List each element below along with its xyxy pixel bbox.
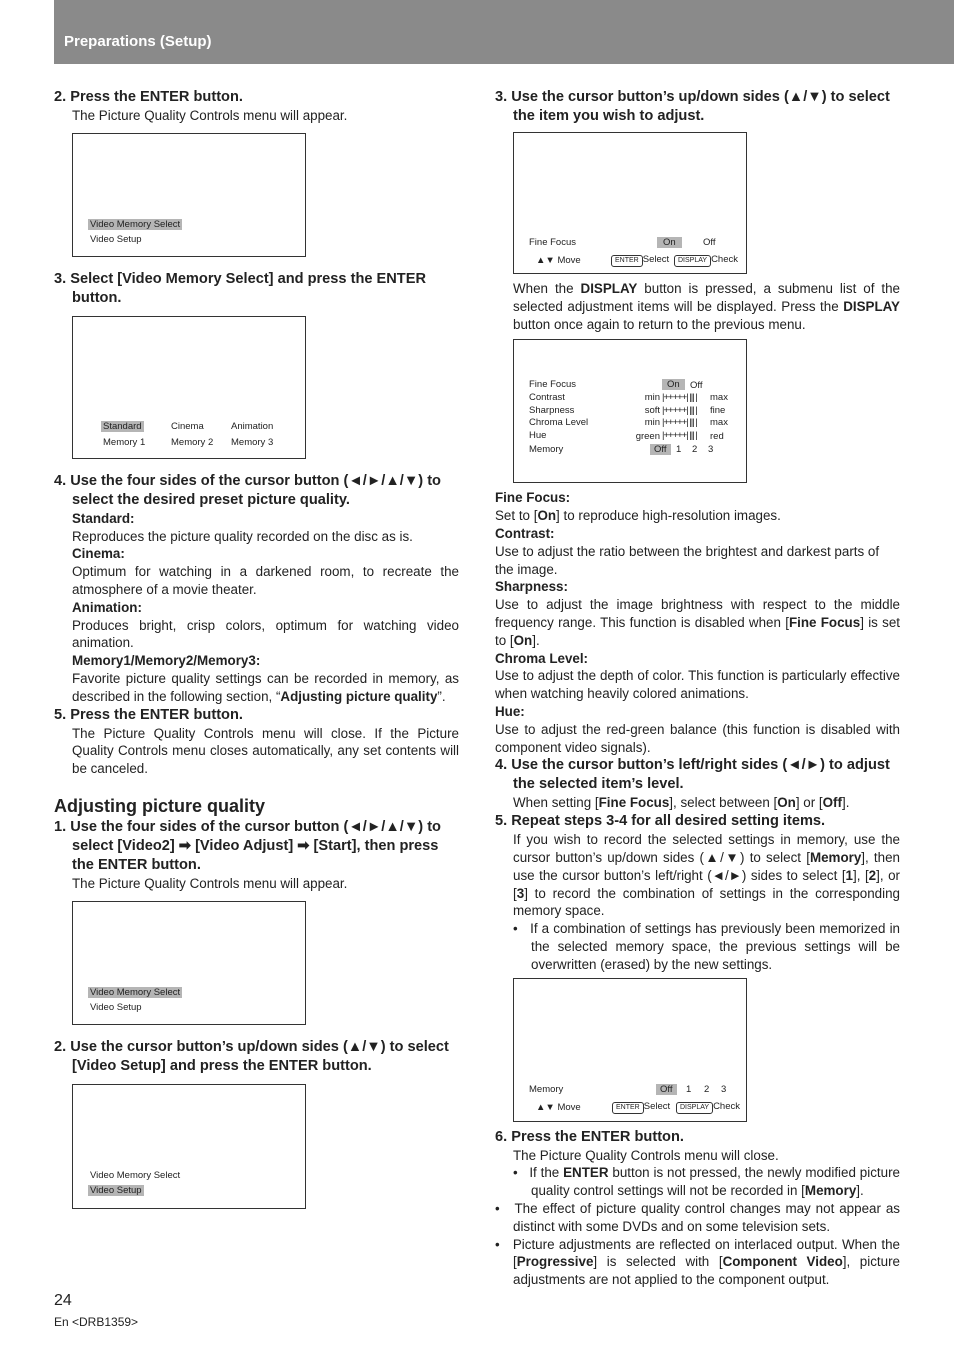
- term-label: Cinema:: [72, 546, 125, 562]
- osd-item: Fine Focus: [529, 379, 576, 391]
- step-title: 6. Press the ENTER button.: [495, 1128, 684, 1145]
- osd-item: Memory: [529, 1083, 564, 1095]
- osd-screen: Memory Off 1 2 3 ▲▼ Move ENTER Select DISPLAY Check: [513, 978, 747, 1122]
- level-slider: |+++++| ||| |: [662, 405, 697, 417]
- term-label: Chroma Level:: [495, 650, 589, 666]
- header-title: Preparations (Setup): [64, 33, 212, 50]
- osd-item: Animation: [231, 420, 274, 432]
- enter-key-icon: ENTER: [612, 1102, 644, 1114]
- osd-screen: [72, 133, 306, 257]
- step-title: 5. Repeat steps 3-4 for all desired setting items.: [495, 813, 826, 830]
- arrows-up-down-icon: ▲▼: [536, 255, 555, 266]
- osd-screen: [72, 1084, 306, 1209]
- osd-item: Memory 1: [103, 436, 146, 448]
- header-bar: [54, 0, 954, 64]
- osd-item: Sharpness: [529, 405, 575, 417]
- bullet-item: • Picture adjustments are reflected on interlaced output. When the [Progressive] is selected with [Component Video], picture adjustments are not applied to the component output.: [495, 1236, 900, 1288]
- osd-item: Chroma Level: [529, 417, 589, 429]
- term-desc: Optimum for watching in a darkened room, to recreate the atmosphere of a movie theater.: [72, 564, 459, 597]
- arrows-up-down-icon: ▲▼: [536, 1101, 555, 1113]
- term-desc: Set to [On] to reproduce high-resolution images.: [495, 508, 781, 524]
- osd-item-selected: Video Memory Select: [90, 986, 181, 998]
- term-desc: Use to adjust the depth of color. This function is particularly effective when watching heavily colored animations.: [495, 668, 900, 702]
- osd-item-selected: Video Memory Select: [90, 218, 181, 230]
- osd-item: Cinema: [171, 420, 204, 432]
- osd-item: Memory 2: [171, 436, 214, 448]
- step-title: 3. Use the cursor button’s up/down sides (▲/▼) to select the item you wish to adjust.: [495, 89, 890, 124]
- step-title: 2. Press the ENTER button.: [54, 89, 243, 105]
- step-desc: If you wish to record the selected settings in memory, use the cursor button’s up/down sides (▲/▼) to select [Memory], then use the cursor button’s left/right (◄/►) sides to select [1], [2], or [3] to record the combination of settings in the corresponding memory space.: [513, 832, 900, 919]
- term-desc: Reproduces the picture quality recorded on the disc as is.: [72, 528, 413, 544]
- osd-item: Fine Focus: [529, 237, 576, 248]
- right-column: [495, 88, 900, 1289]
- step-title: 2. Use the cursor button’s up/down sides (▲/▼) to select [Video Setup] and press the ENTER button.: [54, 1038, 449, 1074]
- level-slider: |+++++| ||| |: [662, 417, 697, 429]
- osd-item: Memory: [529, 444, 564, 456]
- osd-item-selected: Video Setup: [90, 1184, 142, 1196]
- section-heading: Adjusting picture quality: [54, 795, 266, 816]
- term-label: Sharpness:: [495, 579, 568, 595]
- term-desc: Produces bright, crisp colors, optimum for watching video animation.: [72, 617, 459, 651]
- osd-screen: [72, 316, 306, 459]
- osd-option-selected: Off: [656, 1084, 677, 1095]
- osd-item: Video Setup: [90, 1001, 142, 1013]
- step-title: 3. Select [Video Memory Select] and press the ENTER button.: [54, 270, 426, 306]
- osd-item-selected: Standard: [103, 420, 142, 432]
- step-desc: The Picture Quality Controls menu will appear.: [72, 108, 348, 123]
- term-label: Standard:: [72, 510, 135, 526]
- bullet-item: • The effect of picture quality control changes may not appear as distinct with some DVDs and on some television sets.: [495, 1200, 900, 1234]
- step-title: 4. Use the four sides of the cursor button (◄/►/▲/▼) to select the desired preset picture quality.: [54, 472, 441, 508]
- step-desc: When setting [Fine Focus], select between [On] or [Off].: [513, 795, 850, 811]
- display-key-icon: DISPLAY: [674, 255, 711, 267]
- term-label: Memory1/Memory2/Memory3:: [72, 653, 261, 669]
- osd-item: Hue: [529, 430, 547, 442]
- osd-item: Video Setup: [90, 233, 142, 245]
- step-desc: The Picture Quality Controls menu will close. If the Picture Quality Controls menu closes automatically, any set contents will be canceled.: [72, 725, 459, 777]
- page-number: 24: [54, 1292, 72, 1309]
- osd-item: Video Memory Select: [90, 1169, 181, 1181]
- term-desc: Use to adjust the image brightness with respect to the middle frequency range. This function is disabled when [Fine Focus] is set to [On].: [495, 597, 901, 648]
- bullet-item: • If the ENTER button is not pressed, the newly modified picture quality control settings will not be recorded in [Memory].: [513, 1165, 900, 1199]
- display-key-icon: DISPLAY: [676, 1102, 713, 1114]
- bullet-item: • If a combination of settings has previously been memorized in the selected memory space, the previous settings will be overwritten (erased) by the new settings.: [513, 921, 900, 972]
- step-desc: The Picture Quality Controls menu will close.: [513, 1147, 779, 1163]
- osd-item: Contrast: [529, 392, 565, 404]
- osd-screen: Fine Focus On Off ▲▼ Move ENTER Select DISPLAY Check: [513, 132, 747, 274]
- osd-item: Memory 3: [231, 436, 274, 448]
- term-desc: Use to adjust the ratio between the brightest and darkest parts of the image.: [495, 543, 880, 577]
- osd-submenu-screen: Fine Focus On Off Contrast min |+++++| ||| | max Sharpness soft |+++++| ||| | fine Chroma Level min |+++++| ||| | max Hue green |+++++| ||| | red Memory Off 1 2 3: [513, 339, 747, 483]
- step-title: 1. Use the four sides of the cursor button (◄/►/▲/▼) to select [Video2] ➡ [Video Adjust] ➡ [Start], then press the ENTER button.: [54, 818, 441, 873]
- step-desc: The Picture Quality Controls menu will appear.: [72, 875, 348, 891]
- osd-option: Off: [703, 237, 716, 248]
- term-desc: Use to adjust the red-green balance (this function is disabled with component video signals).: [495, 721, 900, 755]
- level-slider: |+++++| ||| |: [662, 392, 697, 404]
- osd-option-selected: On: [657, 237, 682, 248]
- term-label: Fine Focus:: [495, 490, 571, 506]
- osd-screen: [72, 901, 306, 1025]
- term-label: Animation:: [72, 599, 142, 615]
- level-slider: |+++++| ||| |: [662, 430, 697, 442]
- term-label: Hue:: [495, 703, 525, 719]
- left-column: [54, 88, 459, 1209]
- step-title: 4. Use the cursor button’s left/right sides (◄/►) to adjust the selected item’s level.: [495, 757, 890, 793]
- term-desc: Favorite picture quality settings can be recorded in memory, as described in the following section, “Adjusting picture quality”.: [72, 670, 459, 704]
- doc-code: En <DRB1359>: [54, 1315, 139, 1329]
- paragraph: When the DISPLAY button is pressed, a submenu list of the selected adjustment items will be displayed. Press the DISPLAY button once again to return to the previous menu.: [513, 281, 900, 332]
- enter-key-icon: ENTER: [611, 255, 643, 267]
- term-label: Contrast:: [495, 525, 555, 541]
- step-title: 5. Press the ENTER button.: [54, 706, 243, 723]
